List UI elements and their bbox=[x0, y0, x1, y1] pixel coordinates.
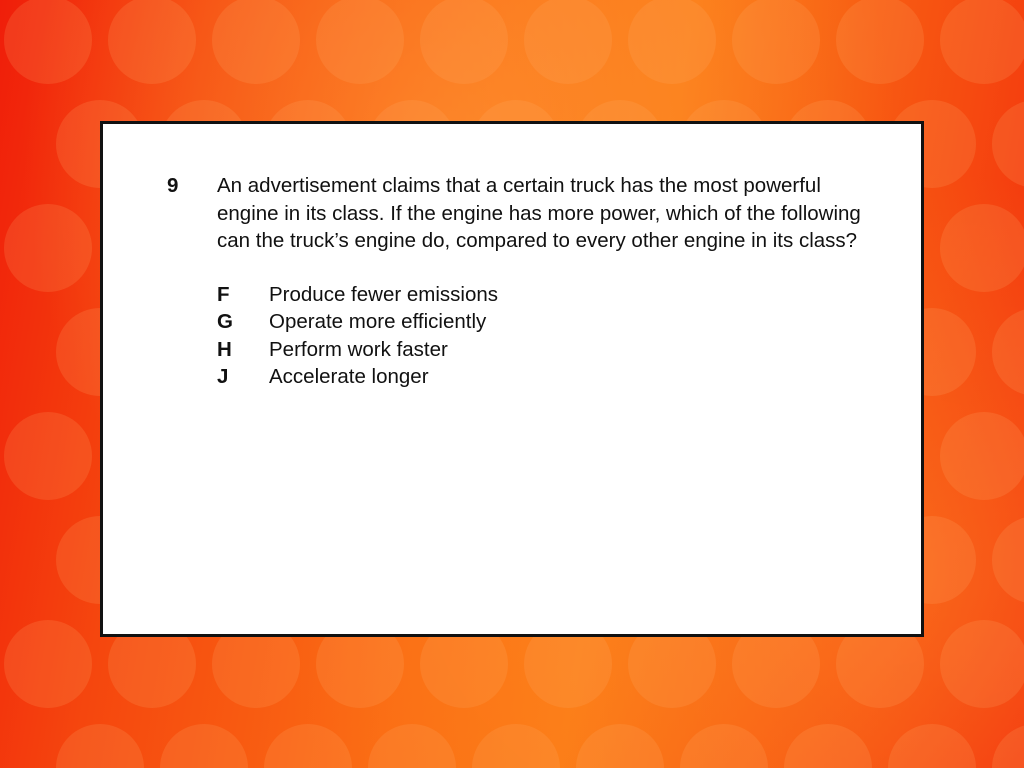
background-dot bbox=[940, 204, 1024, 292]
background-dot bbox=[420, 0, 508, 84]
background-dot bbox=[836, 0, 924, 84]
background-dot bbox=[56, 724, 144, 768]
question-card bbox=[100, 121, 924, 637]
background-dot bbox=[680, 724, 768, 768]
answer-option-f[interactable] bbox=[217, 281, 865, 309]
answer-option-g[interactable] bbox=[217, 308, 865, 336]
question-number: 9 bbox=[167, 174, 179, 197]
background-dot bbox=[992, 724, 1024, 768]
background-dot bbox=[4, 204, 92, 292]
background-dot bbox=[940, 620, 1024, 708]
option-letter: J bbox=[217, 365, 229, 388]
background-dot bbox=[992, 516, 1024, 604]
option-text: Operate more efficiently bbox=[269, 310, 487, 333]
background-dot bbox=[732, 0, 820, 84]
option-text: Accelerate longer bbox=[269, 365, 429, 388]
option-text: Produce fewer emissions bbox=[269, 282, 499, 306]
question-stem bbox=[165, 172, 865, 255]
background-dot bbox=[472, 724, 560, 768]
question-block bbox=[165, 172, 865, 391]
option-letter: H bbox=[217, 337, 232, 361]
background-dot bbox=[4, 412, 92, 500]
background-dot bbox=[160, 724, 248, 768]
background-dot bbox=[940, 412, 1024, 500]
background-dot bbox=[264, 724, 352, 768]
background-dot bbox=[992, 100, 1024, 188]
answer-options bbox=[217, 281, 865, 391]
option-text: Perform work faster bbox=[269, 337, 448, 361]
background-dot bbox=[784, 724, 872, 768]
background-dot bbox=[212, 0, 300, 84]
background-dot bbox=[368, 724, 456, 768]
background-dot bbox=[628, 0, 716, 84]
background-dot bbox=[4, 620, 92, 708]
background-dot bbox=[940, 0, 1024, 84]
background-dot bbox=[576, 724, 664, 768]
answer-option-h[interactable] bbox=[217, 336, 865, 364]
answer-option-j[interactable] bbox=[217, 363, 865, 391]
option-letter: F bbox=[217, 282, 230, 306]
background-dot bbox=[316, 0, 404, 84]
option-letter: G bbox=[217, 310, 233, 333]
background-dot bbox=[4, 0, 92, 84]
background-dot bbox=[108, 0, 196, 84]
background-dot bbox=[992, 308, 1024, 396]
question-text: An advertisement claims that a certain truck has the most powerful engine in its class. If the engine has more power, which of the following can the truck’s engine do, compared to every other engine in its class? bbox=[217, 174, 861, 252]
background-dot bbox=[888, 724, 976, 768]
background-dot bbox=[524, 0, 612, 84]
